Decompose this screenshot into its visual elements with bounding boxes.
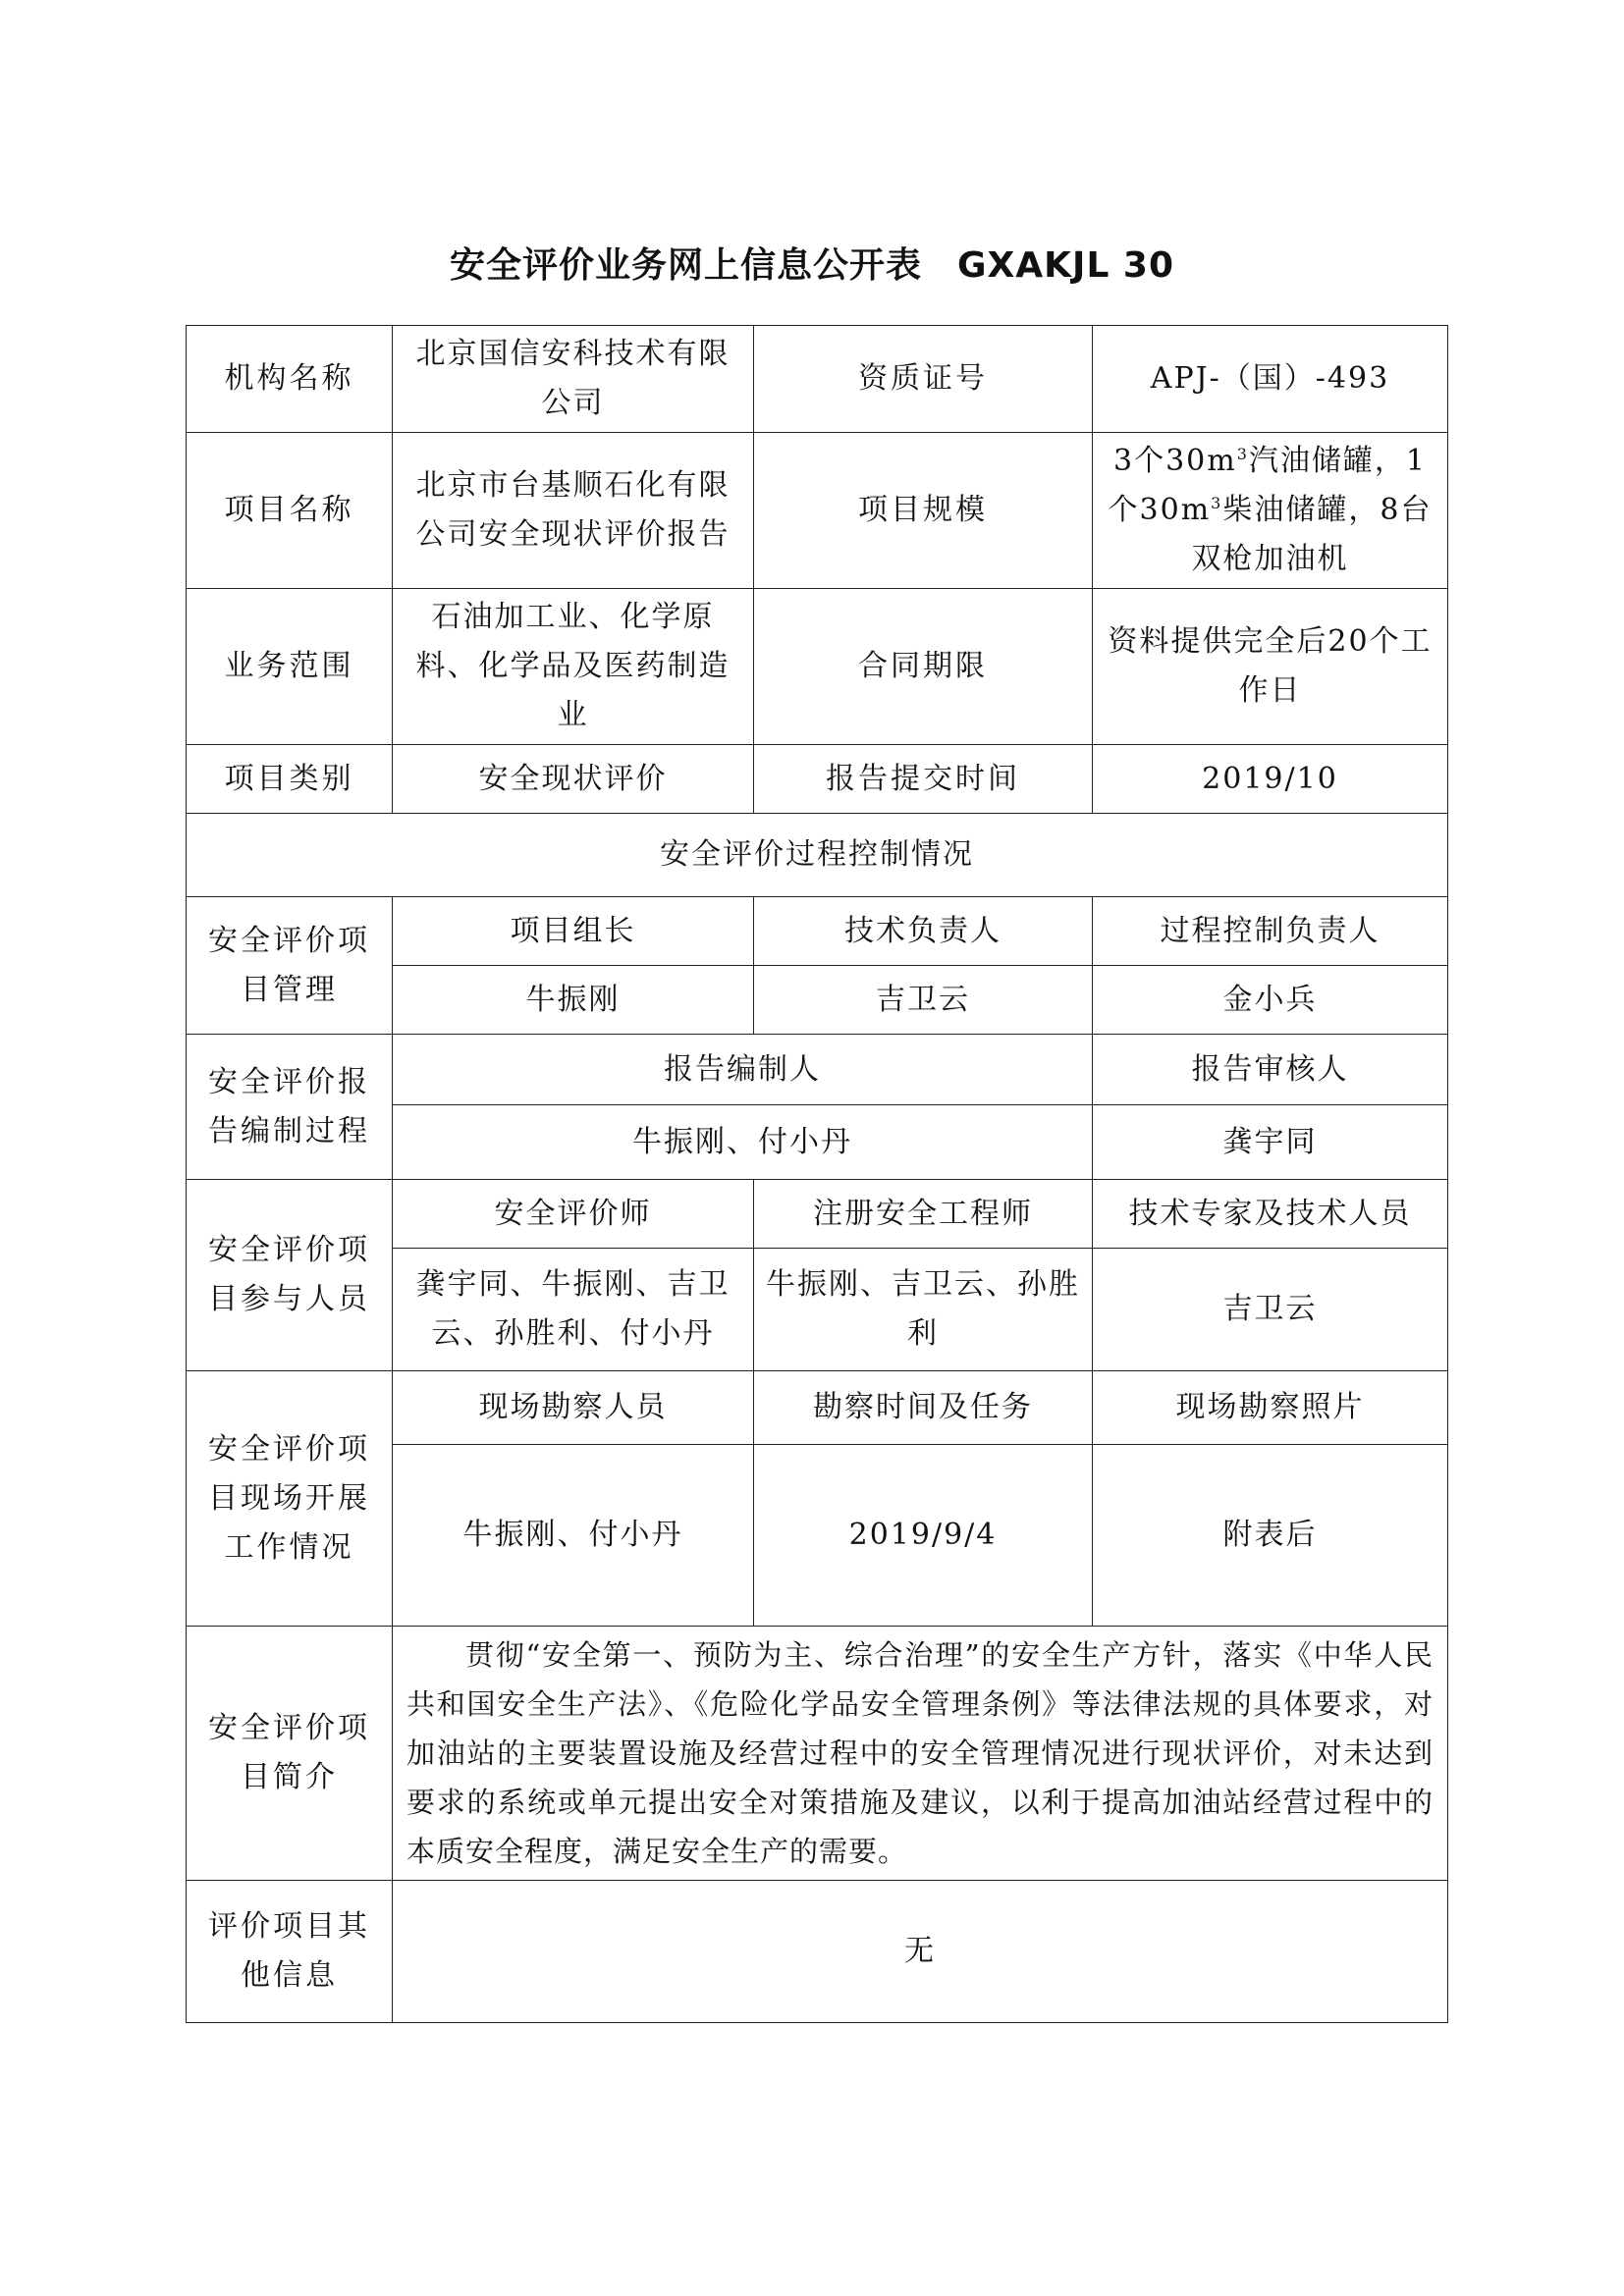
site-label: 安全评价项目现场开展工作情况: [187, 1371, 393, 1627]
scope-value: 石油加工业、化学原料、化学品及医药制造业: [393, 589, 754, 745]
qual-value: APJ-（国）-493: [1093, 326, 1448, 433]
engineer-label: 注册安全工程师: [754, 1180, 1093, 1249]
reviewer-label: 报告审核人: [1093, 1035, 1448, 1105]
experts-value: 吉卫云: [1093, 1249, 1448, 1371]
surveyor-label: 现场勘察人员: [393, 1371, 754, 1445]
row-site-head: [187, 1371, 1448, 1445]
process-value: 金小兵: [1093, 966, 1448, 1035]
scope-label: 业务范围: [187, 589, 393, 745]
surveyors-value: 牛振刚、付小丹: [393, 1445, 754, 1627]
qual-label: 资质证号: [754, 326, 1093, 433]
writer-label: 报告编制人: [393, 1035, 1093, 1105]
summary-text: 贯彻“安全第一、预防为主、综合治理”的安全生产方针，落实《中华人民共和国安全生产法》、《危险化学品安全管理条例》等法律法规的具体要求，对加油站的主要装置设施及经营过程中的安全管理情况进行现状评价，对未达到要求的系统或单元提出安全对策措施及建议，以利于提高加油站经营过程中的本质安全程度，满足安全生产的需要。: [393, 1627, 1448, 1881]
scale-sup-1: 3: [1236, 445, 1249, 463]
category-label: 项目类别: [187, 745, 393, 814]
row-management-head: [187, 897, 1448, 966]
row-category: [187, 745, 1448, 814]
term-value: 资料提供完全后20个工作日: [1093, 589, 1448, 745]
row-section: [187, 814, 1448, 897]
page-title: [0, 238, 1624, 288]
section-title: 安全评价过程控制情况: [187, 814, 1448, 897]
report-label: 安全评价报告编制过程: [187, 1035, 393, 1180]
leader-label: 项目组长: [393, 897, 754, 966]
reviewer-value: 龚宇同: [1093, 1105, 1448, 1180]
writer-value: 牛振刚、付小丹: [393, 1105, 1093, 1180]
row-summary: [187, 1627, 1448, 1881]
submit-value: 2019/10: [1093, 745, 1448, 814]
photo-value: 附表后: [1093, 1445, 1448, 1627]
expert-label: 技术专家及技术人员: [1093, 1180, 1448, 1249]
category-value: 安全现状评价: [393, 745, 754, 814]
scale-part-3: 柴油储罐，8台双枪加油机: [1191, 493, 1433, 576]
other-label: 评价项目其他信息: [187, 1881, 393, 2023]
engineers-value: 牛振刚、吉卫云、孙胜利: [754, 1249, 1093, 1371]
project-value: 北京市台基顺石化有限公司安全现状评价报告: [393, 433, 754, 589]
evaluators-value: 龚宇同、牛振刚、吉卫云、孙胜利、付小丹: [393, 1249, 754, 1371]
row-project: [187, 433, 1448, 589]
scale-sup-2: 3: [1211, 494, 1223, 512]
tech-value: 吉卫云: [754, 966, 1093, 1035]
time-label: 勘察时间及任务: [754, 1371, 1093, 1445]
project-label: 项目名称: [187, 433, 393, 589]
summary-label: 安全评价项目简介: [187, 1627, 393, 1881]
org-label: 机构名称: [187, 326, 393, 433]
scale-value: [1093, 433, 1448, 589]
tech-label: 技术负责人: [754, 897, 1093, 966]
participants-label: 安全评价项目参与人员: [187, 1180, 393, 1371]
scale-label: 项目规模: [754, 433, 1093, 589]
title-text: 安全评价业务网上信息公开表: [449, 245, 922, 286]
scale-part-1: 3个30m: [1113, 444, 1237, 478]
time-value: 2019/9/4: [754, 1445, 1093, 1627]
evaluator-label: 安全评价师: [393, 1180, 754, 1249]
submit-label: 报告提交时间: [754, 745, 1093, 814]
management-label: 安全评价项目管理: [187, 897, 393, 1035]
process-label: 过程控制负责人: [1093, 897, 1448, 966]
row-report-head: [187, 1035, 1448, 1105]
org-value: 北京国信安科技术有限公司: [393, 326, 754, 433]
other-value: 无: [393, 1881, 1448, 2023]
scale-part-2: 汽油储罐，1个30m: [1108, 444, 1427, 527]
form-code: GXAKJL 30: [956, 245, 1175, 286]
photo-label: 现场勘察照片: [1093, 1371, 1448, 1445]
term-label: 合同期限: [754, 589, 1093, 745]
leader-value: 牛振刚: [393, 966, 754, 1035]
row-org: [187, 326, 1448, 433]
row-participants-head: [187, 1180, 1448, 1249]
row-other: [187, 1881, 1448, 2023]
row-scope: [187, 589, 1448, 745]
disclosure-table: [186, 325, 1448, 2023]
